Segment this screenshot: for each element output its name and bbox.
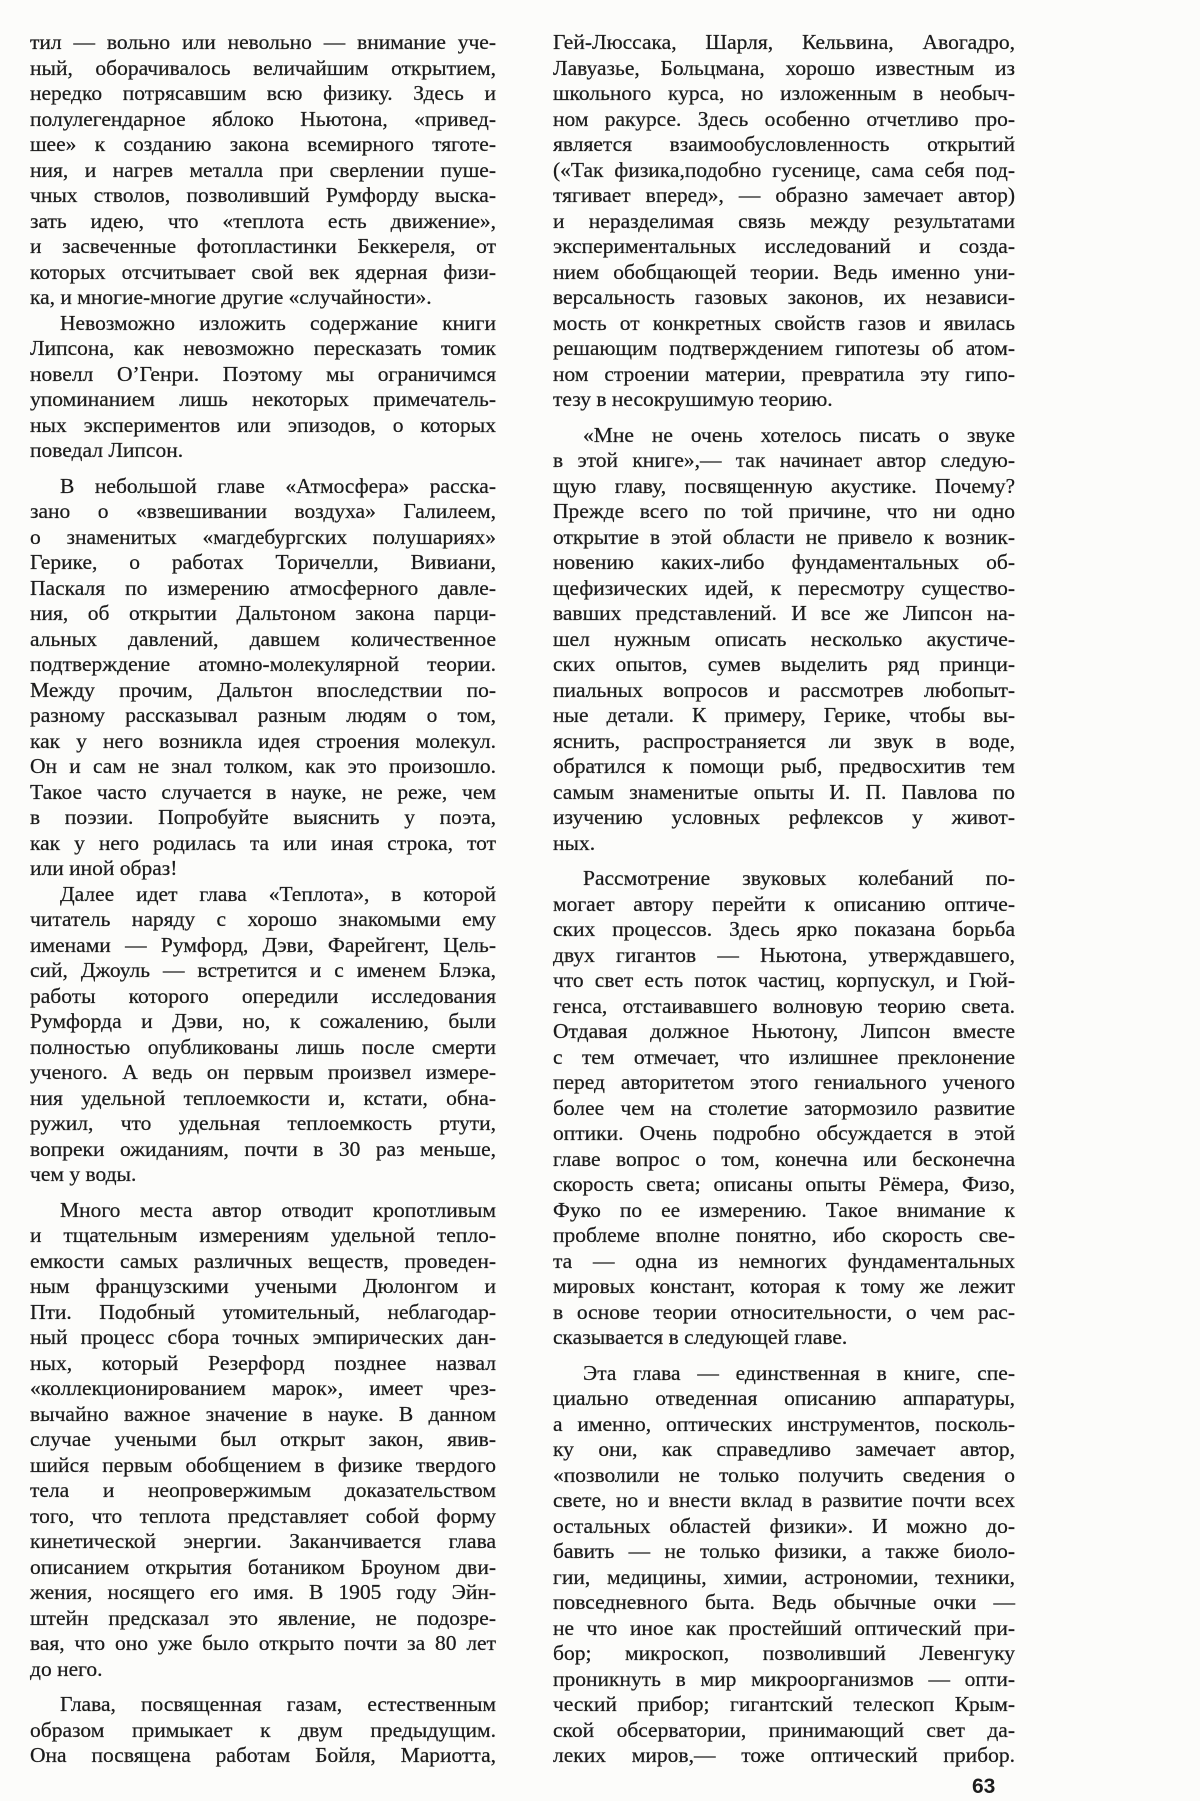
text-line: Глава, посвященная газам, естественным: [60, 1692, 496, 1716]
text-line: как у него возникла идея строения молекул.: [30, 728, 496, 753]
text-line: Гей-Люссака, Шарля, Кельвина, Авогадро,: [553, 30, 1015, 54]
text-line: ном ракурсе. Здесь особенно отчетливо про-: [553, 106, 1015, 131]
text-line: ружил, что удельная теплоемкость ртути,: [30, 1111, 496, 1135]
text-line: емкости самых различных веществ, проведен-: [30, 1248, 496, 1273]
text-line: проникнуть в мир микроорганизмов — опти-: [553, 1666, 1015, 1691]
text-line: ской обсерватории, принимающий свет да-: [553, 1717, 1015, 1742]
text-line: ных экспериментов или эпизодов, о которых: [30, 412, 496, 437]
text-line: и тщательным измерениям удельной тепло-: [30, 1223, 496, 1247]
text-line: «коллекционированием марок», имеет чрез-: [30, 1376, 496, 1400]
text-line: работы которого опередили исследования: [30, 983, 496, 1008]
text-line: яснить, распространяется ли звук в воде,: [553, 728, 1015, 753]
text-line: Между прочим, Дальтон впоследствии по-: [30, 677, 496, 702]
text-line: жения, носящего его имя. В 1905 году Эйн-: [30, 1580, 496, 1604]
text-line: новелл О’Генри. Поэтому мы ограничимся: [30, 361, 496, 386]
text-line: нередко потрясавшим всю физику. Здесь и: [30, 81, 496, 105]
text-line: ку они, как справедливо замечает автор,: [553, 1437, 1015, 1461]
text-line: оптики. Очень подробно обсуждается в этой: [553, 1121, 1015, 1145]
text-line: полулегендарное яблоко Ньютона, «привед-: [30, 106, 496, 131]
text-line: сказывается в следующей главе.: [553, 1325, 848, 1349]
text-line: Прежде всего по той причине, что ни одно: [553, 499, 1015, 523]
text-line: альных давлений, давшем количественное: [30, 626, 496, 651]
text-line: Липсона, как невозможно пересказать томик: [30, 336, 496, 360]
left-column: [30, 30, 496, 1769]
text-line: та — одна из немногих фундаментальных: [553, 1248, 1015, 1273]
text-line: перед авторитетом этого гениального ученого: [553, 1070, 1015, 1094]
paragraph: [30, 311, 496, 464]
text-line: Пти. Подобный утомительный, неблагодар-: [30, 1299, 496, 1324]
text-line: не что иное как простейший оптический при-: [553, 1615, 1015, 1640]
text-line: ные детали. К примеру, Герике, чтобы вы-: [553, 703, 1015, 727]
text-line: Фуко по ее измерению. Такое внимание к: [553, 1197, 1015, 1222]
text-line: случае учеными был открыт закон, явив-: [30, 1427, 496, 1451]
text-line: ным французскими учеными Дюлонгом и: [30, 1274, 496, 1298]
text-line: щефизических идей, к пересмотру существо-: [553, 575, 1015, 600]
text-line: чем у воды.: [30, 1162, 137, 1186]
text-line: Румфорда и Дэви, но, к сожалению, были: [30, 1009, 496, 1033]
text-line: «Мне не очень хотелось писать о звуке: [583, 422, 1015, 447]
text-line: Лавуазье, Больцмана, хорошо известным из: [553, 55, 1015, 80]
text-line: школьного курса, но изложенным в необыч-: [553, 81, 1015, 105]
text-line: тезу в несокрушимую теорию.: [553, 387, 833, 411]
text-line: открытие в этой области не привело к возник-: [553, 524, 1015, 549]
text-line: а именно, оптических инструментов, посколь-: [553, 1411, 1015, 1436]
text-line: Далее идет глава «Теплота», в которой: [60, 881, 496, 906]
paragraph: [553, 423, 1015, 857]
text-line: вопреки ожиданиям, почти в 30 раз меньше,: [30, 1136, 496, 1161]
text-line: Она посвящена работам Бойля, Мариотта,: [30, 1743, 496, 1767]
text-line: проблеме вполне понятно, ибо скорость све-: [553, 1223, 1015, 1247]
paragraph: [30, 474, 496, 882]
text-line: генса, отстаивавшего волновую теорию света.: [553, 993, 1015, 1018]
text-line: изучению условных рефлексов у живот-: [553, 805, 1015, 829]
text-line: полностью опубликованы лишь после смерти: [30, 1034, 496, 1059]
text-line: обратился к помощи рыб, предвосхитив тем: [553, 754, 1015, 778]
text-line: ных.: [553, 830, 596, 855]
text-line: нием обобщающей теории. Ведь именно уни-: [553, 259, 1015, 284]
text-line: является взаимообусловленность открытий: [553, 132, 1015, 156]
text-line: свете, но и внести вклад в развитие почти всех: [553, 1488, 1015, 1512]
text-line: описанием открытия ботаником Броуном дви-: [30, 1554, 496, 1579]
text-line: именами — Румфорд, Дэви, Фарейгент, Цель-: [30, 932, 496, 957]
text-line: тил — вольно или невольно — внимание уче-: [30, 30, 496, 54]
text-line: Такое часто случается в науке, не реже, чем: [30, 779, 496, 804]
text-line: самым знаменитые опыты И. П. Павлова по: [553, 779, 1015, 804]
text-line: в основе теории относительности, о чем рас-: [553, 1299, 1015, 1324]
text-line: («Так физика,подобно гусенице, сама себя под-: [553, 157, 1015, 182]
text-line: циально отведенная описанию аппаратуры,: [553, 1386, 1015, 1410]
text-line: мость от конкретных свойств газов и явилась: [553, 310, 1015, 335]
text-line: в поэзии. Попробуйте выяснить у поэта,: [30, 805, 496, 829]
text-line: ния удельной теплоемкости и, кстати, обна-: [30, 1085, 496, 1110]
text-line: сий, Джоуль — встретится и с именем Блэка,: [30, 958, 496, 982]
text-line: поведал Липсон.: [30, 438, 184, 462]
text-line: кинетической энергии. Заканчивается глава: [30, 1529, 496, 1553]
text-line: Много места автор отводит кропотливым: [60, 1197, 496, 1222]
text-line: упоминанием лишь некоторых примечатель-: [30, 387, 496, 411]
page-number: 63: [972, 1775, 996, 1798]
text-line: ных, который Резерфорд позднее назвал: [30, 1350, 496, 1375]
text-line: о знаменитых «магдебургских полушариях»: [30, 524, 496, 549]
text-line: как у него родилась та или иная строка, тот: [30, 830, 496, 855]
text-line: гии, медицины, химии, астрономии, техники,: [553, 1564, 1015, 1589]
text-line: повседневного быта. Ведь обычные очки —: [553, 1590, 1015, 1614]
text-line: Герике, о работах Торичелли, Вивиани,: [30, 550, 496, 574]
text-line: и неразделимая связь между результатами: [553, 208, 1015, 233]
text-line: читатель наряду с хорошо знакомыми ему: [30, 907, 496, 931]
text-line: ка, и многие-многие другие «случайности».: [30, 285, 432, 309]
text-line: тела и неопровержимым доказательством: [30, 1478, 496, 1502]
text-line: в этой книге»,— так начинает автор следую-: [553, 448, 1015, 472]
text-line: того, что теплота представляет собой форму: [30, 1503, 496, 1528]
text-line: В небольшой главе «Атмосфера» расска-: [60, 473, 496, 498]
text-line: ученого. А ведь он первым произвел измере-: [30, 1060, 496, 1084]
text-line: шел нужным описать несколько акустиче-: [553, 626, 1015, 651]
text-line: Паскаля по измерению атмосферного давле-: [30, 575, 496, 600]
paragraph: [30, 1692, 496, 1769]
text-line: Эта глава — единственная в книге, спе-: [583, 1360, 1015, 1385]
paragraph: [553, 1361, 1015, 1769]
text-line: Невозможно изложить содержание книги: [60, 310, 496, 335]
text-line: с тем отмечает, что излишнее преклонение: [553, 1044, 1015, 1069]
text-line: леких миров,— тоже оптический прибор.: [553, 1743, 1015, 1767]
text-line: мировых констант, которая к тому же лежит: [553, 1274, 1015, 1298]
paragraph: [30, 30, 496, 311]
text-line: ном строении материи, превратила эту гипо-: [553, 361, 1015, 386]
paragraph: [30, 882, 496, 1188]
text-line: шийся первым обобщением в физике твердого: [30, 1452, 496, 1477]
text-line: тягивает вперед», — образно замечает автор): [553, 183, 1015, 207]
text-line: пиальных вопросов и рассмотрев любопыт-: [553, 677, 1015, 702]
text-line: двух гигантов — Ньютона, утверждавшего,: [553, 942, 1015, 967]
text-line: «позволили не только получить сведения о: [553, 1462, 1015, 1487]
text-line: до него.: [30, 1656, 103, 1681]
text-line: ских опытов, сумев выделить ряд принци-: [553, 652, 1015, 676]
text-line: Отдавая должное Ньютону, Липсон вместе: [553, 1019, 1015, 1043]
text-line: или иной образ!: [30, 856, 178, 880]
text-line: более чем на столетие затормозило развитие: [553, 1095, 1015, 1120]
text-line: новению каких-либо фундаментальных об-: [553, 550, 1015, 574]
text-line: зано о «взвешивании воздуха» Галилеем,: [30, 499, 496, 523]
text-line: экспериментальных исследований и созда-: [553, 234, 1015, 258]
text-line: подтверждение атомно-молекулярной теории.: [30, 652, 496, 676]
text-line: бавить — не только физики, а также биоло-: [553, 1539, 1015, 1563]
text-line: ный процесс сбора точных эмпирических дан-: [30, 1325, 496, 1349]
text-line: что свет есть поток частиц, корпускул, и Гюй-: [553, 968, 1015, 992]
text-line: разному рассказывал разным людям о том,: [30, 703, 496, 727]
paragraph: [30, 1198, 496, 1683]
text-line: вычайно важное значение в науке. В данном: [30, 1401, 496, 1426]
text-line: щую главу, посвященную акустике. Почему?: [553, 473, 1015, 498]
text-line: вая, что оно уже было открыто почти за 80 лет: [30, 1631, 496, 1655]
text-line: ния, об открытии Дальтоном закона парци-: [30, 601, 496, 625]
text-line: версальность газовых законов, их независи-: [553, 285, 1015, 309]
text-line: главе вопрос о том, конечна или бесконечна: [553, 1146, 1015, 1171]
text-line: чных стволов, позволивший Румфорду выска-: [30, 183, 496, 207]
text-line: остальных областей физики». И можно до-: [553, 1513, 1015, 1538]
right-column: [553, 30, 1015, 1769]
text-line: ских процессов. Здесь ярко показана борьба: [553, 917, 1015, 941]
text-line: ный, оборачивалось величайшим открытием,: [30, 55, 496, 80]
text-line: и засвеченные фотопластинки Беккереля, от: [30, 234, 496, 258]
text-line: ческий прибор; гигантский телескоп Крым-: [553, 1692, 1015, 1716]
text-line: шее» к созданию закона всемирного тяготе-: [30, 132, 496, 156]
text-line: бор; микроскоп, позволивший Левенгуку: [553, 1641, 1015, 1665]
text-line: которых отсчитывает свой век ядерная физи-: [30, 259, 496, 284]
text-line: вавших представлений. И все же Липсон на-: [553, 601, 1015, 625]
text-line: решающим подтверждением гипотезы об атом-: [553, 336, 1015, 360]
paragraph: [553, 866, 1015, 1351]
text-line: штейн предсказал это явление, не подозре-: [30, 1605, 496, 1630]
text-line: скорость света; описаны опыты Рёмера, Физо,: [553, 1172, 1015, 1196]
text-line: ния, и нагрев металла при сверлении пуше-: [30, 157, 496, 182]
text-line: образом примыкает к двум предыдущим.: [30, 1717, 496, 1742]
text-line: могает автору перейти к описанию оптиче-: [553, 891, 1015, 916]
text-line: Рассмотрение звуковых колебаний по-: [583, 866, 1015, 890]
text-line: зать идею, что «теплота есть движение»,: [30, 208, 496, 233]
paragraph: [553, 30, 1015, 413]
text-line: Он и сам не знал толком, как это произошло.: [30, 754, 496, 778]
